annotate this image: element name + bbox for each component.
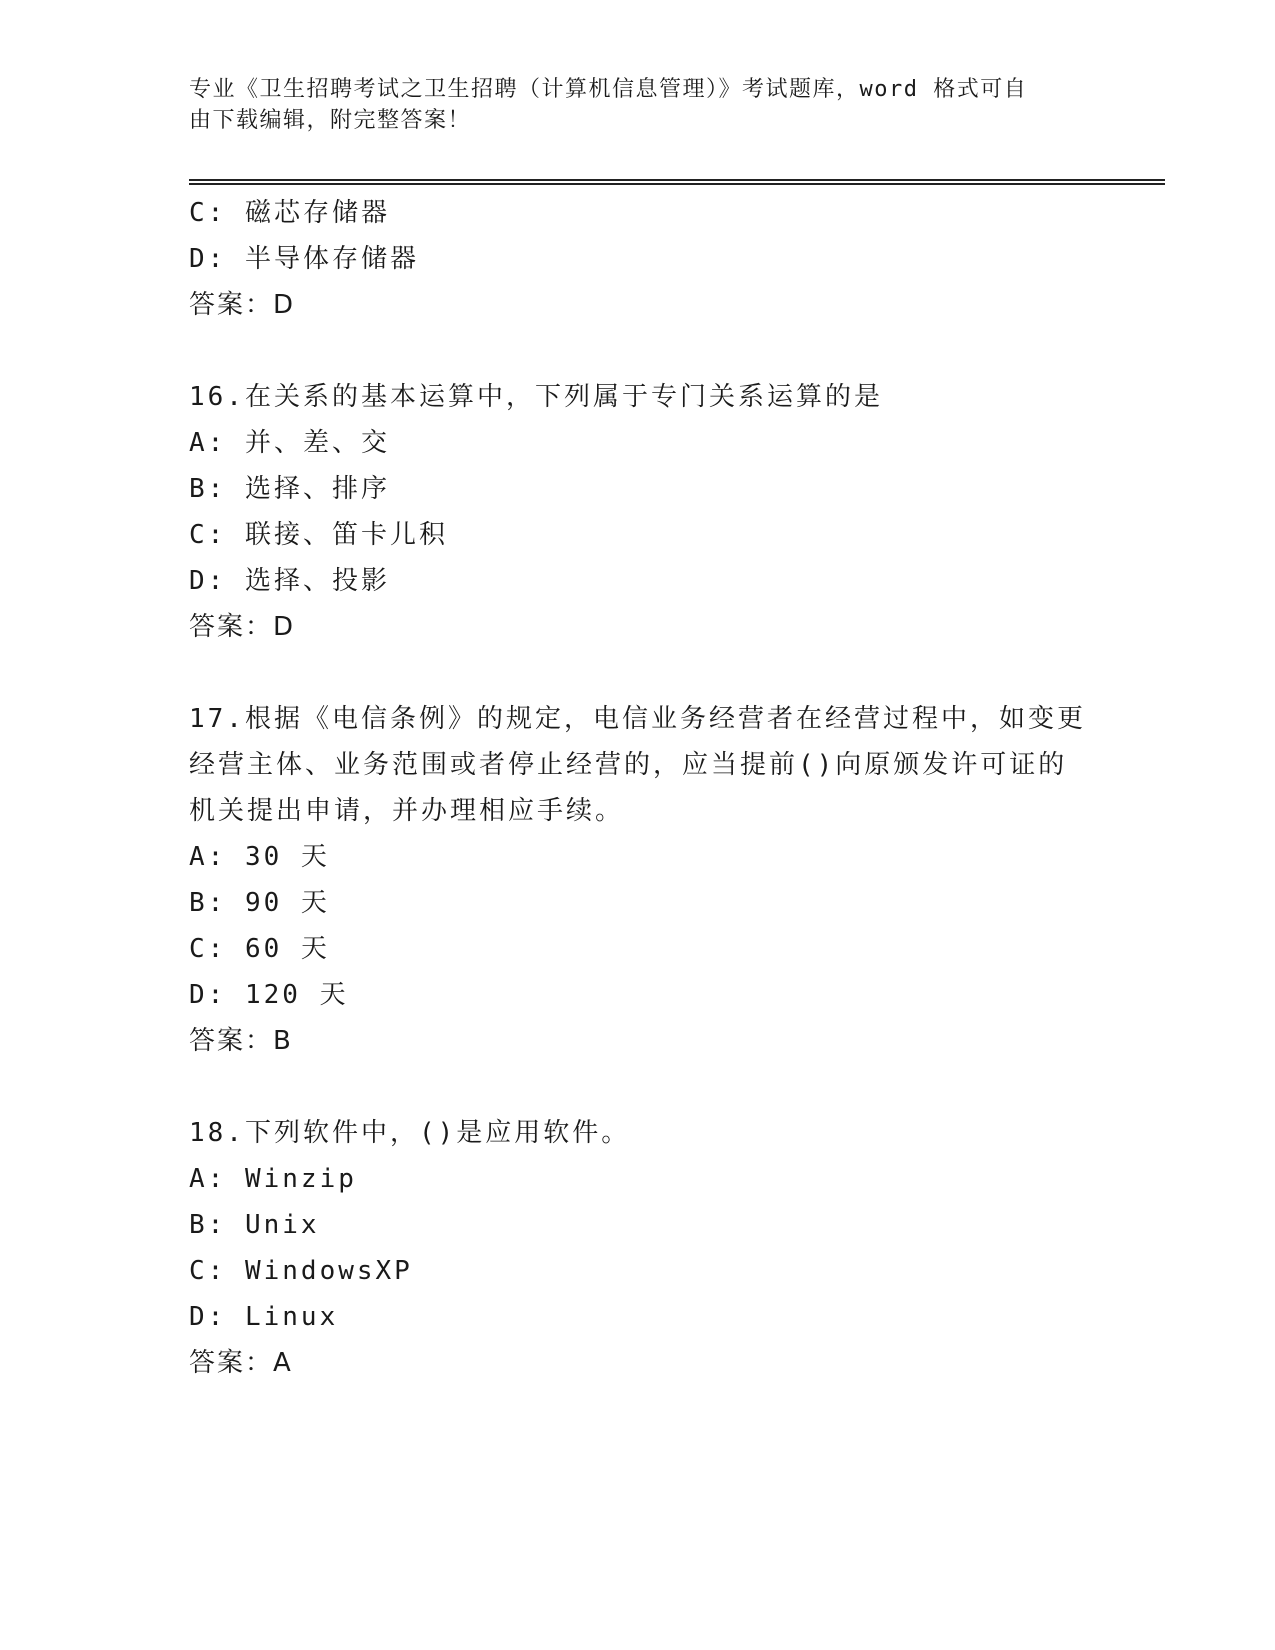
page-header bbox=[189, 74, 1089, 136]
option-b: B: 选择、排序 bbox=[189, 474, 390, 504]
question-16 bbox=[189, 374, 1089, 650]
question-15 bbox=[189, 190, 1089, 328]
option-a: A: 30 天 bbox=[189, 842, 330, 872]
spacer bbox=[189, 1064, 1089, 1110]
question-stem-line-1: 17.根据《电信条例》的规定，电信业务经营者在经营过程中，如变更 bbox=[189, 704, 1086, 734]
question-stem: 18.下列软件中，()是应用软件。 bbox=[189, 1118, 631, 1148]
option-a: A: 并、差、交 bbox=[189, 428, 390, 458]
answer: 答案：D bbox=[189, 290, 296, 320]
option-d: D: 半导体存储器 bbox=[189, 244, 419, 274]
answer: 答案：B bbox=[189, 1026, 293, 1056]
option-d: D: 选择、投影 bbox=[189, 566, 390, 596]
question-stem: 16.在关系的基本运算中，下列属于专门关系运算的是 bbox=[189, 382, 883, 412]
question-stem-line-3: 机关提出申请，并办理相应手续。 bbox=[189, 796, 625, 826]
option-c: C: 联接、笛卡儿积 bbox=[189, 520, 448, 550]
question-stem-line-2: 经营主体、业务范围或者停止经营的，应当提前()向原颁发许可证的 bbox=[189, 750, 1068, 780]
question-18 bbox=[189, 1110, 1089, 1386]
option-c: C: WindowsXP bbox=[189, 1256, 413, 1286]
option-c: C: 磁芯存储器 bbox=[189, 198, 390, 228]
option-d: D: 120 天 bbox=[189, 980, 349, 1010]
option-b: B: Unix bbox=[189, 1210, 320, 1240]
header-divider bbox=[189, 179, 1165, 185]
question-17 bbox=[189, 696, 1089, 1064]
header-line-2: 由下载编辑，附完整答案！ bbox=[189, 108, 472, 133]
header-line-1: 专业《卫生招聘考试之卫生招聘（计算机信息管理）》考试题库，word 格式可自 bbox=[189, 77, 1028, 102]
option-d: D: Linux bbox=[189, 1302, 339, 1332]
spacer bbox=[189, 650, 1089, 696]
option-c: C: 60 天 bbox=[189, 934, 330, 964]
answer: 答案：A bbox=[189, 1348, 293, 1378]
spacer bbox=[189, 328, 1089, 374]
answer: 答案：D bbox=[189, 612, 296, 642]
option-a: A: Winzip bbox=[189, 1164, 357, 1194]
question-list bbox=[189, 190, 1089, 1386]
option-b: B: 90 天 bbox=[189, 888, 330, 918]
